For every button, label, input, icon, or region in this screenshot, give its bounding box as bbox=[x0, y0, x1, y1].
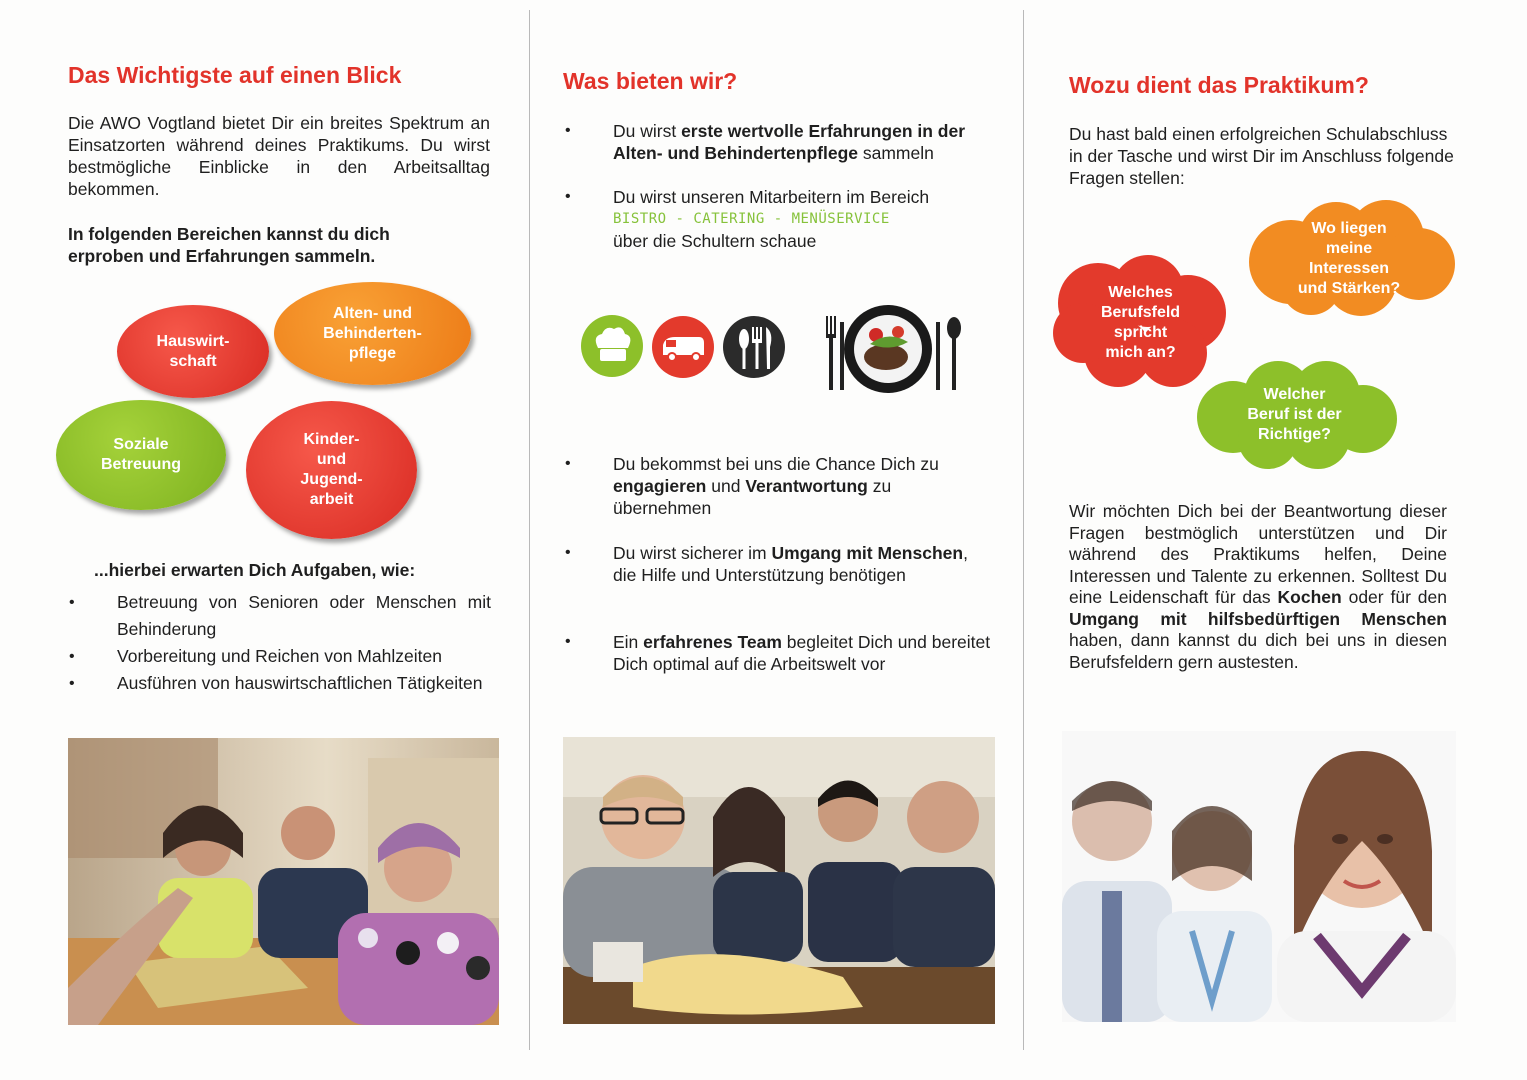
heading-purpose: Wozu dient das Praktikum? bbox=[1069, 72, 1369, 98]
cloud-interessen: Wo liegen meine Interessen und Stärken? bbox=[1241, 200, 1457, 318]
cloud-berufsfeld: Welches Berufsfeld spricht mich an? bbox=[1048, 253, 1233, 393]
bubble-soziale-betreuung: Soziale Betreuung bbox=[56, 400, 226, 510]
column-right bbox=[1024, 0, 1527, 1080]
offer-item-3: • Du bekommst bei uns die Chance Dich zu engagieren und Verantwortung zu übernehmen bbox=[565, 454, 939, 518]
cloud-richtiger-beruf: Welcher Beruf ist der Richtige? bbox=[1188, 357, 1401, 472]
offer-item-2: • Du wirst unseren Mitarbeitern im Bereich BISTRO - CATERING - MENÜSERVICE über die Schultern schaue bbox=[613, 186, 985, 252]
tasks-heading: ...hierbei erwarten Dich Aufgaben, wie: bbox=[94, 560, 416, 580]
photo-medical-staff bbox=[1062, 731, 1456, 1022]
offer-item-4: • Du wirst sicherer im Umgang mit Menschen, die Hilfe und Unterstützung benötigen bbox=[565, 543, 968, 585]
offer-item-5: • Ein erfahrenes Team begleitet Dich und bereitet Dich optimal auf die Arbeitswelt vor bbox=[565, 632, 991, 674]
purpose-paragraph: Wir möchten Dich bei der Beantwortung dieser Fragen bestmöglich unterstützen und Dir während des Praktikums helfen, Deine Interessen und Talente zu erkennen. Solltest Du eine Leidenschaft für das Kochen oder für den Umgang mit hilfsbedürftigen Menschen haben, dann kannst du dich bei uns in diesen Berufsfeldern gern austesten. bbox=[1069, 501, 1448, 672]
heading-overview: Das Wichtigste auf einen Blick bbox=[68, 62, 402, 88]
column-left bbox=[0, 0, 529, 1080]
bubble-kinder-jugendarbeit: Kinder- und Jugend- arbeit bbox=[246, 401, 417, 539]
bubble-altenpflege: Alten- und Behinderten- pflege bbox=[274, 282, 471, 385]
heading-offer: Was bieten wir? bbox=[563, 68, 738, 94]
tasks-list bbox=[67, 589, 491, 697]
van-icon bbox=[651, 315, 715, 379]
photo-team bbox=[563, 737, 995, 1024]
cutlery-icon bbox=[722, 315, 786, 379]
bubble-hauswirtschaft: Hauswirt- schaft bbox=[117, 305, 269, 398]
intro-text: Die AWO Vogtland bietet Dir ein breites Spektrum an Einsatzorten während deines Praktikums. Du wirst bestmögliche Einblicke in den Arbeitsalltag bekommen. bbox=[68, 113, 490, 199]
photo-board-game bbox=[68, 738, 499, 1025]
chef-hat-icon bbox=[580, 314, 644, 378]
areas-subheading: In folgenden Bereichen kannst du dich erproben und Erfahrungen sammeln. bbox=[68, 224, 390, 266]
handwritten-bistro: BISTRO - CATERING - MENÜSERVICE bbox=[613, 211, 890, 227]
column-middle bbox=[530, 0, 1023, 1080]
list-item: • Vorbereitung und Reichen von Mahlzeiten bbox=[67, 643, 491, 670]
list-item: • Ausführen von hauswirtschaftlichen Tätigkeiten bbox=[67, 670, 491, 697]
purpose-intro: Du hast bald einen erfolgreichen Schulabschluss in der Tasche und wirst Dir im Anschluss folgende Fragen stellen: bbox=[1069, 124, 1454, 188]
list-item: • Betreuung von Senioren oder Menschen mit Behinderung bbox=[67, 589, 491, 643]
plate-icon bbox=[820, 302, 970, 396]
offer-item-1: • Du wirst erste wertvolle Erfahrungen in der Alten- und Behindertenpflege sammeln bbox=[565, 121, 966, 163]
